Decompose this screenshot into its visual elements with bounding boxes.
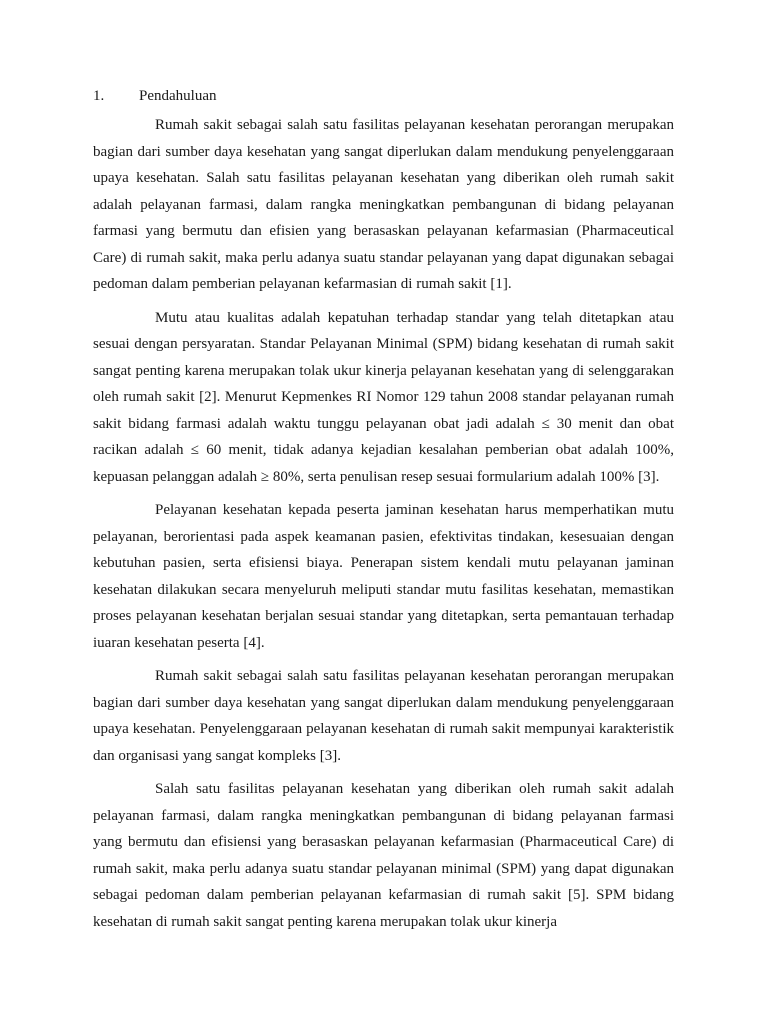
section-number: 1.	[93, 88, 105, 104]
paragraph-5: Salah satu fasilitas pelayanan kesehatan yang diberikan oleh rumah sakit adalah pelayanan farmasi, dalam rangka meningkatkan pembangunan di bidang pelayanan farmasi yang bermutu dan efisiensi yang berasaskan pelayanan kefarmasian (Pharmaceutical Care) di rumah sakit, maka perlu adanya suatu standar pelayanan minimal (SPM) yang dapat digunakan sebagai pedoman dalam pemberian pelayanan kefarmasian di rumah sakit [5]. SPM bidang kesehatan di rumah sakit sangat penting karena merupakan tolak ukur kinerja	[93, 781, 674, 930]
paragraph-1: Rumah sakit sebagai salah satu fasilitas pelayanan kesehatan perorangan merupakan bagian dari sumber daya kesehatan yang sangat diperlukan dalam mendukung penyelenggaraan upaya kesehatan. Salah satu fasilitas pelayanan kesehatan yang diberikan oleh rumah sakit adalah pelayanan farmasi, dalam rangka meningkatkan pembangunan di bidang pelayanan farmasi yang bermutu dan efisien yang berasaskan pelayanan kefarmasian (Pharmaceutical Care) di rumah sakit, maka perlu adanya suatu standar pelayanan yang dapat digunakan sebagai pedoman dalam pemberian pelayanan kefarmasian di rumah sakit [1].	[93, 117, 674, 292]
document-page	[93, 86, 674, 942]
section-title: Pendahuluan	[139, 88, 217, 104]
paragraph-3: Pelayanan kesehatan kepada peserta jaminan kesehatan harus memperhatikan mutu pelayanan, berorientasi pada aspek keamanan pasien, efektivitas tindakan, kesesuaian dengan kebutuhan pasien, serta efisiensi biaya. Penerapan sistem kendali mutu pelayanan jaminan kesehatan dilakukan secara menyeluruh meliputi standar mutu fasilitas kesehatan, memastikan proses pelayanan kesehatan berjalan sesuai standar yang ditetapkan, serta pemantauan terhadap iuaran kesehatan peserta [4].	[93, 502, 674, 651]
paragraph-4: Rumah sakit sebagai salah satu fasilitas pelayanan kesehatan perorangan merupakan bagian dari sumber daya kesehatan yang sangat diperlukan dalam mendukung penyelenggaraan upaya kesehatan. Penyelenggaraan pelayanan kesehatan di rumah sakit mempunyai karakteristik dan organisasi yang sangat kompleks [3].	[93, 668, 674, 764]
section-heading	[93, 86, 674, 106]
paragraph-2: Mutu atau kualitas adalah kepatuhan terhadap standar yang telah ditetapkan atau sesuai dengan persyaratan. Standar Pelayanan Minimal (SPM) bidang kesehatan di rumah sakit sangat penting karena merupakan tolak ukur kinerja pelayanan kesehatan yang di selenggarakan oleh rumah sakit [2]. Menurut Kepmenkes RI Nomor 129 tahun 2008 standar pelayanan rumah sakit bidang farmasi adalah waktu tunggu pelayanan obat jadi adalah ≤ 30 menit dan obat racikan adalah ≤ 60 menit, tidak adanya kejadian kesalahan pemberian obat adalah 100%, kepuasan pelanggan adalah ≥ 80%, serta penulisan resep sesuai formularium adalah 100% [3].	[93, 309, 674, 485]
